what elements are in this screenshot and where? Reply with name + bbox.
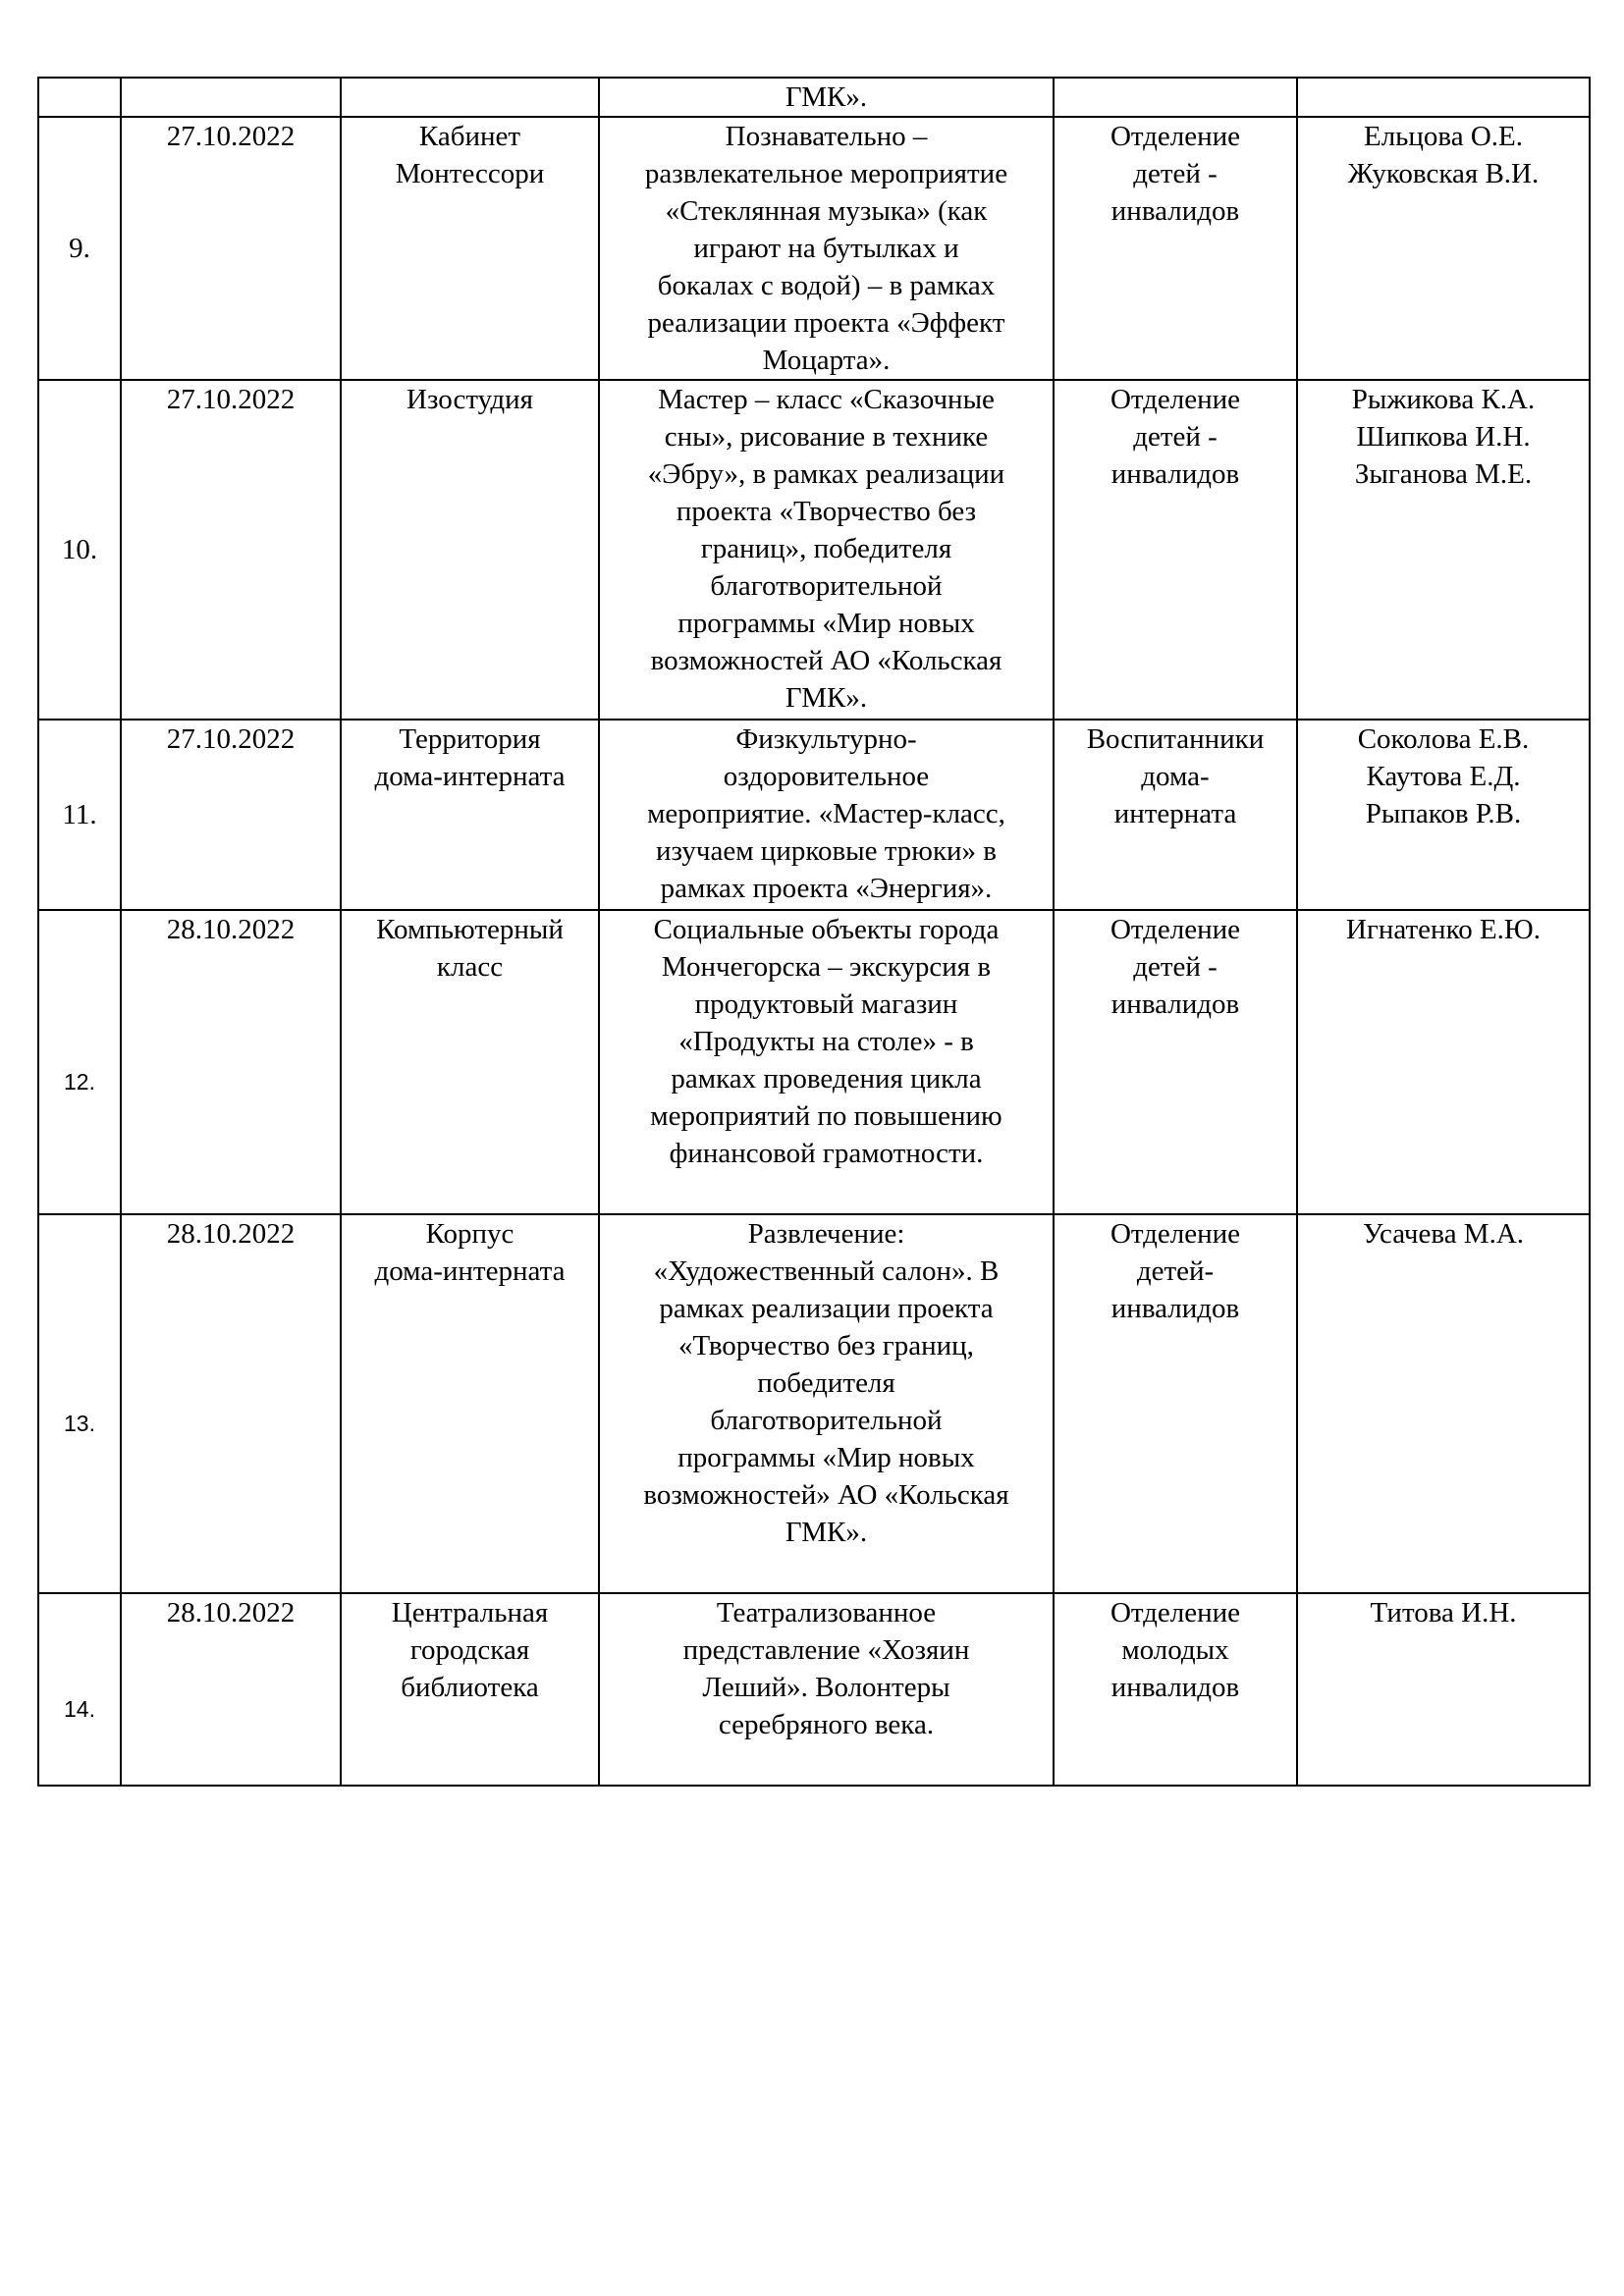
event-description: Мастер – класс «Сказочные сны», рисование в технике «Эбру», в рамках реализации проекта «Творчество без границ», победителя благотворительной программы «Мир новых возможностей АО «Кольская ГМК». — [599, 380, 1054, 720]
event-responsible: Ельцова О.Е. Жуковская В.И. — [1297, 117, 1590, 380]
event-responsible — [1297, 78, 1590, 117]
event-date: 27.10.2022 — [121, 380, 341, 720]
event-audience: Отделение детей - инвалидов — [1054, 910, 1297, 1214]
event-responsible: Соколова Е.В. Каутова Е.Д. Рыпаков Р.В. — [1297, 720, 1590, 910]
row-number: 10. — [38, 380, 121, 720]
row-number — [38, 78, 121, 117]
event-description: ГМК». — [599, 78, 1054, 117]
event-date: 28.10.2022 — [121, 910, 341, 1214]
event-description: Развлечение: «Художественный салон». В рамках реализации проекта «Творчество без границ, победителя благотворительной программы «Мир новых возможностей» АО «Кольская ГМК». — [599, 1214, 1054, 1593]
event-place: Компьютерный класс — [341, 910, 599, 1214]
event-responsible: Усачева М.А. — [1297, 1214, 1590, 1593]
event-responsible: Титова И.Н. — [1297, 1593, 1590, 1786]
event-place: Центральная городская библиотека — [341, 1593, 599, 1786]
event-audience: Отделение молодых инвалидов — [1054, 1593, 1297, 1786]
event-description: Социальные объекты города Мончегорска – экскурсия в продуктовый магазин «Продукты на столе» - в рамках проведения цикла мероприятий по повышению финансовой грамотности. — [599, 910, 1054, 1214]
event-place — [341, 78, 599, 117]
table-row — [38, 117, 1590, 380]
event-description: Физкультурно- оздоровительное мероприятие. «Мастер-класс, изучаем цирковые трюки» в рамках проекта «Энергия». — [599, 720, 1054, 910]
event-responsible: Рыжикова К.А. Шипкова И.Н. Зыганова М.Е. — [1297, 380, 1590, 720]
event-date: 27.10.2022 — [121, 720, 341, 910]
table-row — [38, 720, 1590, 910]
event-place: Изостудия — [341, 380, 599, 720]
table-row — [38, 380, 1590, 720]
events-table — [37, 77, 1591, 1787]
event-audience: Воспитанники дома- интерната — [1054, 720, 1297, 910]
table-row — [38, 910, 1590, 1214]
row-number: 14. — [38, 1593, 121, 1786]
event-responsible: Игнатенко Е.Ю. — [1297, 910, 1590, 1214]
event-description: Познавательно – развлекательное мероприятие «Стеклянная музыка» (как играют на бутылках и бокалах с водой) – в рамках реализации проекта «Эффект Моцарта». — [599, 117, 1054, 380]
event-date: 28.10.2022 — [121, 1593, 341, 1786]
document-page — [37, 77, 1589, 1787]
event-description: Театрализованное представление «Хозяин Леший». Волонтеры серебряного века. — [599, 1593, 1054, 1786]
event-date: 27.10.2022 — [121, 117, 341, 380]
event-audience — [1054, 78, 1297, 117]
event-place: Корпус дома-интерната — [341, 1214, 599, 1593]
row-number: 12. — [38, 910, 121, 1214]
row-number: 13. — [38, 1214, 121, 1593]
table-row — [38, 1214, 1590, 1593]
event-date: 28.10.2022 — [121, 1214, 341, 1593]
event-place: Территория дома-интерната — [341, 720, 599, 910]
event-date — [121, 78, 341, 117]
table-row — [38, 1593, 1590, 1786]
event-audience: Отделение детей - инвалидов — [1054, 380, 1297, 720]
table-row — [38, 78, 1590, 117]
event-audience: Отделение детей- инвалидов — [1054, 1214, 1297, 1593]
event-place: Кабинет Монтессори — [341, 117, 599, 380]
row-number: 11. — [38, 720, 121, 910]
event-audience: Отделение детей - инвалидов — [1054, 117, 1297, 380]
row-number: 9. — [38, 117, 121, 380]
